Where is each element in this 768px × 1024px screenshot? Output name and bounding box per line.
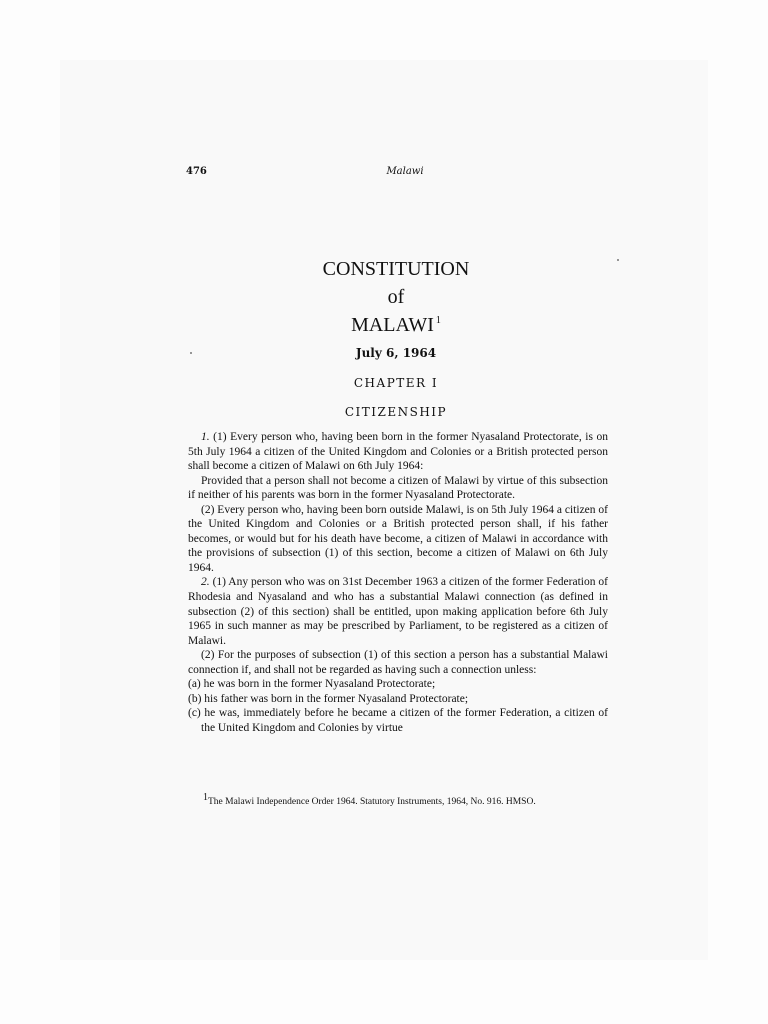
- running-head: [186, 166, 606, 180]
- list-item-a: (a) he was born in the former Nyasaland Protectorate;: [188, 678, 436, 691]
- document-title-line-2: of: [387, 286, 405, 308]
- section-number: 2.: [201, 576, 210, 589]
- body-text: [188, 430, 608, 735]
- section-1-paragraph-1: [188, 430, 608, 474]
- section-number: 1.: [201, 431, 210, 443]
- scan-speck: [190, 352, 192, 354]
- chapter-title: CITIZENSHIP: [344, 405, 448, 419]
- document-date: July 6, 1964: [355, 346, 437, 360]
- paragraph-text: (1) Any person who was on 31st December 1963 a citizen of the former Federation of Rhodesia and Nyasaland and who has a substantial Malawi connection (as defined in subsection (2) of this section) shall be entitled, upon making application before 6th July 1965 in such manner as may be prescribed by Parliament, to be registered as a citizen of Malawi.: [188, 576, 609, 647]
- footnote-text: The Malawi Independence Order 1964. Statutory Instruments, 1964, No. 916. HMSO.: [208, 797, 536, 807]
- list-item-c: (c) he was, immediately before he became a citizen of the former Federation, a citizen of the United Kingdom and Colonies by virtue: [188, 707, 608, 734]
- running-title: Malawi: [386, 166, 424, 177]
- chapter-heading: CHAPTER I: [353, 376, 439, 390]
- list-item-b: (b) his father was born in the former Nyasaland Protectorate;: [188, 692, 469, 705]
- country-name: MALAWI: [351, 314, 434, 336]
- scan-speck: [617, 259, 619, 261]
- footnote: [188, 791, 608, 808]
- page-number: 476: [186, 166, 207, 177]
- document-title-line-1: CONSTITUTION: [322, 258, 470, 280]
- section-1-proviso: Provided that a person shall not become a citizen of Malawi by virtue of this subsection if neither of his parents was born in the former Nyasaland Protectorate.: [188, 474, 608, 502]
- document-title-line-3: [186, 314, 606, 336]
- footnote-reference: 1: [435, 315, 441, 327]
- section-2-subsection-2: (2) For the purposes of subsection (1) of this section a person has a substantial Malawi connection if, and shall not be regarded as having such a connection unless:: [188, 649, 608, 676]
- footnote-mark: 1: [203, 791, 208, 803]
- section-1-subsection-2: (2) Every person who, having been born outside Malawi, is on 5th July 1964 a citizen of the United Kingdom and Colonies or a British protected person shall, if his father becomes, or would but for his death have become, a citizen of Malawi in accordance with the provisions of subsection (1) of this section, become a citizen of Malawi on 6th July 1964.: [188, 503, 608, 574]
- section-2-paragraph-1: [188, 575, 608, 648]
- paragraph-text: (1) Every person who, having been born in the former Nyasaland Protectorate, is on 5th July 1964 a citizen of the United Kingdom and Colonies or a British protected person shall become a citizen of Malawi on 6th July 1964:: [188, 431, 608, 473]
